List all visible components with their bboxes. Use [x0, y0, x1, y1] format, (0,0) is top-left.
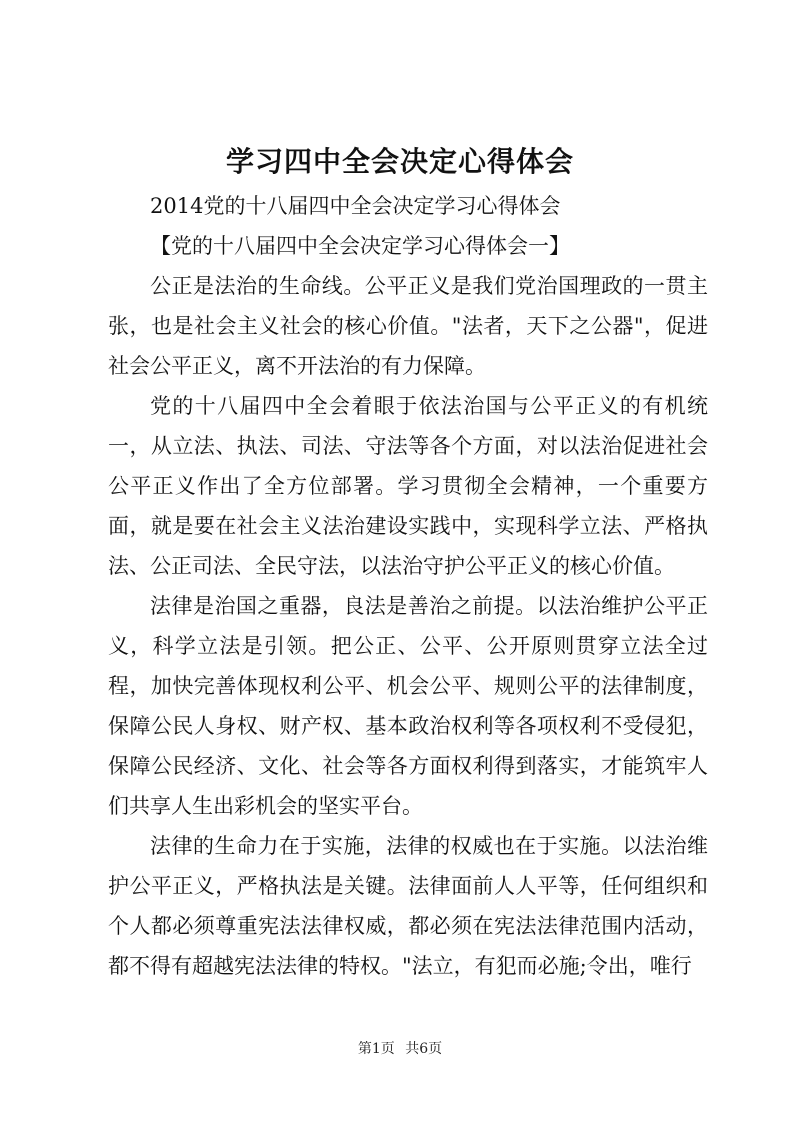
- page-footer: [0, 1038, 800, 1058]
- paragraph: 党的十八届四中全会着眼于依法治国与公平正义的有机统一，从立法、执法、司法、守法等各个方面，对以法治促进社会公平正义作出了全方位部署。学习贯彻全会精神，一个重要方面，就是要在社会主义法治建设实践中，实现科学立法、严格执法、公正司法、全民守法，以法治守护公平正义的核心价值。: [108, 394, 708, 578]
- paragraph: 法律的生命力在于实施，法律的权威也在于实施。以法治维护公平正义，严格执法是关键。法律面前人人平等，任何组织和个人都必须尊重宪法法律权威，都必须在宪法法律范围内活动，都不得有超越宪法法律的特权。"法立，有犯而必施;令出，唯行: [108, 834, 708, 978]
- paragraph-section-heading: 【党的十八届四中全会决定学习心得体会一】: [150, 234, 570, 258]
- paragraph: 法律是治国之重器，良法是善治之前提。以法治维护公平正义，科学立法是引领。把公正、公平、公开原则贯穿立法全过程，加快完善体现权利公平、机会公平、规则公平的法律制度，保障公民人身权、财产权、基本政治权利等各项权利不受侵犯，保障公民经济、文化、社会等各方面权利得到落实，才能筑牢人们共享人生出彩机会的坚实平台。: [108, 594, 708, 818]
- paragraph-subtitle: 2014党的十八届四中全会决定学习心得体会: [150, 194, 561, 218]
- document-title: 学习四中全会决定心得体会: [225, 145, 574, 178]
- document-body: [108, 186, 708, 986]
- paragraph: 公正是法治的生命线。公平正义是我们党治国理政的一贯主张，也是社会主义社会的核心价值。"法者，天下之公器"，促进社会公平正义，离不开法治的有力保障。: [108, 274, 708, 378]
- page-number: 第1页: [357, 1041, 395, 1057]
- page-total: 共6页: [405, 1041, 443, 1057]
